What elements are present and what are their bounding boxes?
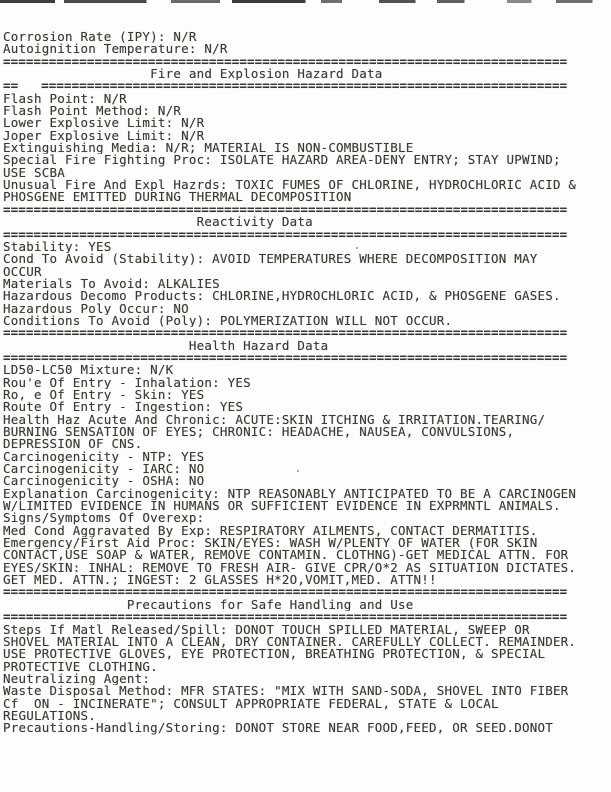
doc-line: Special Fire Fighting Proc: ISOLATE HAZARD AREA-DENY ENTRY; STAY UPWIND; — [3, 154, 561, 167]
doc-line: Stability: YES — [3, 240, 112, 254]
doc-line: Precautions-Handling/Storing: DONOT STORE NEAR FOOD,FEED, OR SEED.DONOT — [3, 722, 553, 735]
doc-line: EYES/SKIN: INHAL: REMOVE TO FRESH AIR- GIVE CPR/O*2 AS SITUATION DICTATES. — [3, 561, 577, 575]
doc-line: DEPRESSION OF CNS. — [3, 438, 143, 451]
doc-line: OCCUR — [3, 265, 42, 278]
section-heading: Precautions for Safe Handling and Use — [3, 598, 414, 612]
section-divider: ========================================================================== — [3, 55, 568, 69]
doc-line: Carcinogenicity - OSHA: NO — [3, 475, 205, 488]
doc-line: Hazardous Decomo Products: CHLORINE,HYDROCHLORIC ACID, & PHOSGENE GASES. — [3, 290, 561, 303]
document-body — [3, 31, 608, 735]
doc-line: Joper Explosive Limit: N/R — [3, 129, 205, 143]
doc-line: Lower Explosive Limit: N/R — [3, 117, 205, 130]
doc-line: Neutralizing Agent: — [3, 672, 151, 686]
section-heading: Health Hazard Data — [3, 339, 329, 352]
doc-line: Cond To Avoid (Stability): AVOID TEMPERATURES WHERE DECOMPOSITION MAY — [3, 253, 538, 266]
doc-line: W/LIMITED EVIDENCE IN HUMANS OR SUFFICIENT EVIDENCE IN EXPRMNTL ANIMALS. — [3, 500, 561, 513]
doc-line: PROTECTIVE CLOTHING. — [3, 660, 158, 673]
doc-line: USE SCBA — [3, 166, 65, 180]
section-divider: ========================================================================== — [3, 203, 568, 217]
doc-line: Autoignition Temperature: N/R — [3, 43, 228, 56]
doc-line: Ro, e Of Entry - Skin: YES — [3, 388, 205, 402]
section-divider: ========================================================================== — [3, 586, 568, 599]
doc-line: Conditions To Avoid (Poly): POLYMERIZATION WILL NOT OCCUR. — [3, 314, 453, 328]
doc-line: Extinguishing Media: N/R; MATERIAL IS NON-COMBUSTIBLE — [3, 142, 414, 155]
doc-line: BURNING SENSATION OF EYES; CHRONIC: HEADACHE, NAUSEA, CONVULSIONS, — [3, 426, 515, 439]
doc-line: Hazardous Poly Occur: NO — [3, 302, 189, 315]
doc-line: Med Cond Aggravated By Exp: RESPIRATORY AILMENTS, CONTACT DERMATITIS. — [3, 524, 538, 538]
doc-line: Carcinogenicity - NTP: YES — [3, 450, 205, 464]
doc-line: Corrosion Rate (IPY): N/R — [3, 31, 197, 44]
doc-line: Materials To Avoid: ALKALIES — [3, 277, 220, 291]
doc-line: Flash Point Method: N/R — [3, 105, 182, 118]
doc-line: GET MED. ATTN.; INGEST: 2 GLASSES H*2O,VOMIT,MED. ATTN!! — [3, 574, 437, 587]
doc-line: REGULATIONS. — [3, 709, 96, 723]
doc-line: Signs/Symptoms Of Overexp: — [3, 512, 205, 525]
doc-line: Cf ON - INCINERATE"; CONSULT APPROPRIATE FEDERAL, STATE & LOCAL — [3, 697, 499, 710]
section-heading: Fire and Explosion Hazard Data — [3, 68, 383, 81]
doc-line: Steps If Matl Released/Spill: DONOT TOUCH SPILLED MATERIAL, SWEEP OR — [3, 623, 530, 636]
scan-edge-artifact — [0, 0, 611, 3]
doc-line: Health Haz Acute And Chronic: ACUTE:SKIN ITCHING & IRRITATION.TEARING/ — [3, 413, 546, 426]
doc-line: Emergency/First Aid Proc: SKIN/EYES: WASH W/PLENTY OF WATER (FOR SKIN — [3, 537, 538, 550]
section-heading: Reactivity Data — [3, 216, 313, 229]
section-divider: == ===================================================================== — [3, 80, 568, 93]
doc-line: Unusual Fire And Expl Hazrds: TOXIC FUMES OF CHLORINE, HYDROCHLORIC ACID & — [3, 179, 577, 192]
doc-line: Carcinogenicity - IARC: NO — [3, 463, 205, 476]
doc-line: LD50-LC50 Mixture: N/K — [3, 364, 174, 377]
doc-line: Route Of Entry - Ingestion: YES — [3, 401, 244, 414]
section-divider: ========================================================================== — [3, 327, 568, 340]
doc-line: PHOSGENE EMITTED DURING THERMAL DECOMPOSITION — [3, 191, 352, 204]
section-divider: ========================================================================== — [3, 351, 568, 365]
doc-line: Flash Point: N/R — [3, 92, 127, 106]
section-divider: ========================================================================== — [3, 228, 568, 241]
section-divider: ========================================================================== — [3, 611, 568, 624]
doc-line: CONTACT,USE SOAP & WATER, REMOVE CONTAMIN. CLOTHNG)-GET MEDICAL ATTN. FOR — [3, 549, 569, 562]
doc-line: Rou'e Of Entry - Inhalation: YES — [3, 376, 251, 389]
doc-line: USE PROTECTIVE GLOVES, EYE PROTECTION, BREATHING PROTECTION, & SPECIAL — [3, 648, 546, 661]
doc-line: Explanation Carcinogenicity: NTP REASONABLY ANTICIPATED TO BE A CARCINOGEN — [3, 487, 577, 501]
doc-line: Waste Disposal Method: MFR STATES: "MIX WITH SAND-SODA, SHOVEL INTO FIBER — [3, 685, 569, 698]
doc-line: SHOVEL MATERIAL INTO A CLEAN, DRY CONTAINER. CAREFULLY COLLECT. REMAINDER. — [3, 635, 577, 649]
